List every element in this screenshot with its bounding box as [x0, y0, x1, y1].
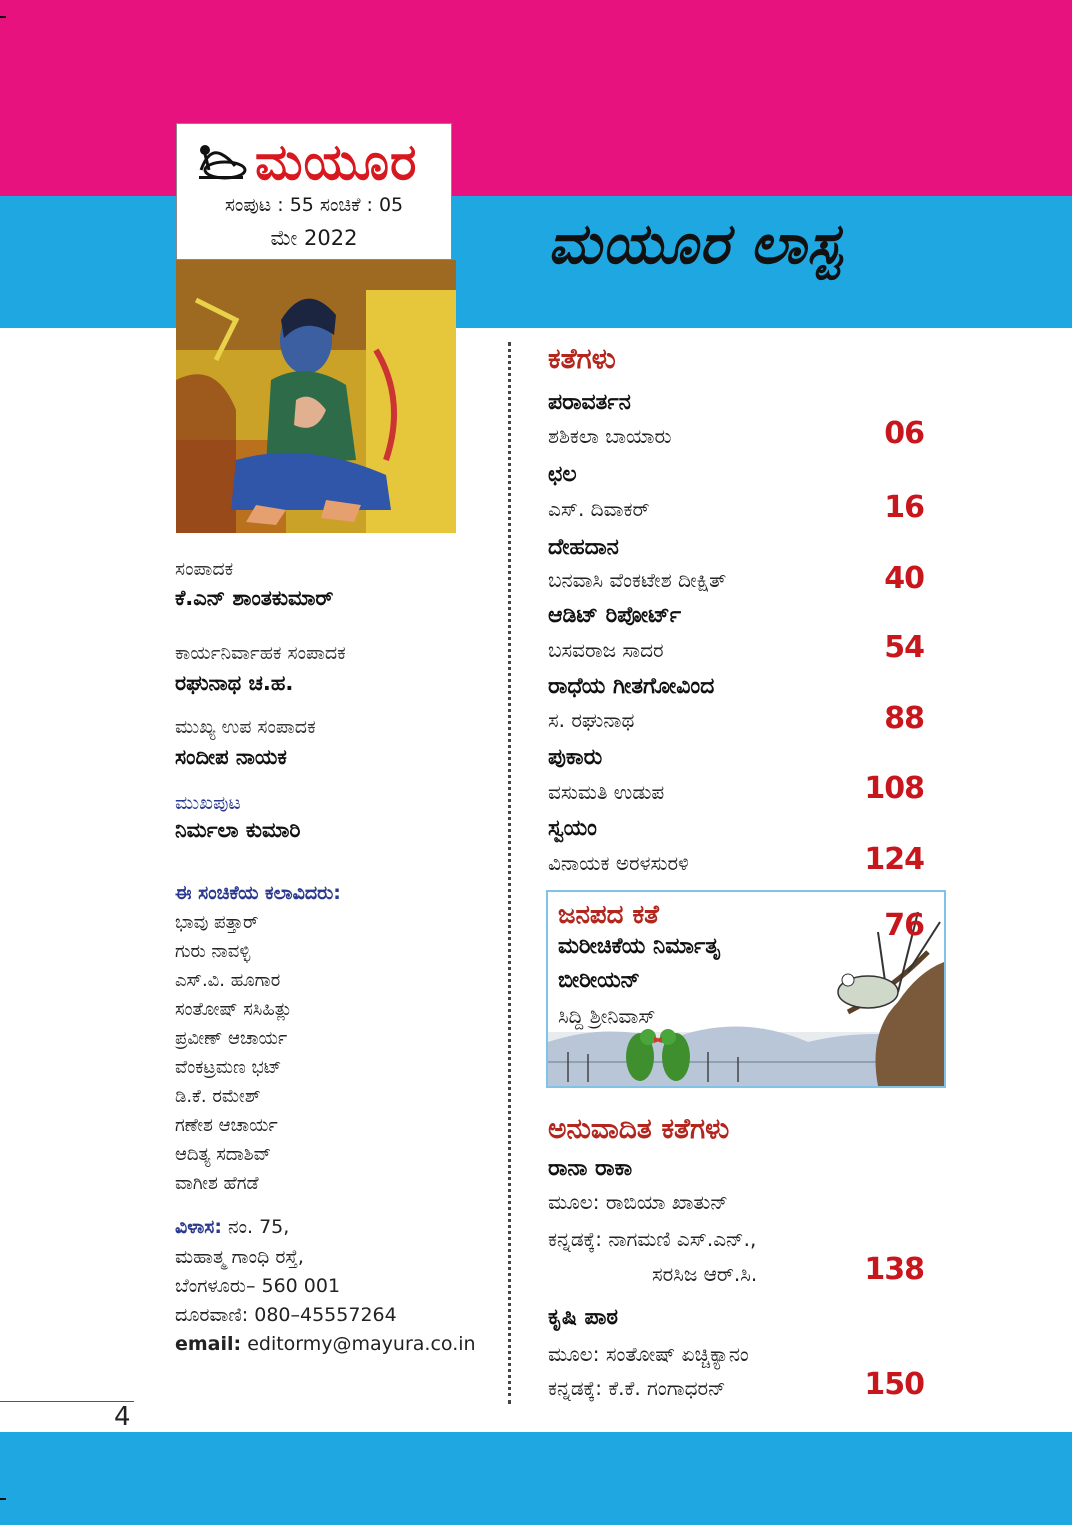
exec-editor-label: ಕಾರ್ಯನಿರ್ವಾಹಕ ಸಂಪಾದಕ: [175, 642, 346, 664]
artist-name: ಭಾವು ಪತ್ತಾರ್: [175, 912, 259, 933]
issue-volume: ಸಂಪುಟ : 55 ಸಂಚಿಕೆ : 05: [224, 194, 404, 216]
sub-editor-label: ಮುಖ್ಯ ಉಪ ಸಂಪಾದಕ: [175, 716, 316, 738]
story-author: ವಸುಮತಿ ಉಡುಪ: [548, 780, 665, 804]
translated-translator-2: ಸರಸಿಜ ಆರ್.ಸಿ.: [652, 1262, 758, 1286]
story-page-number[interactable]: 40: [884, 561, 924, 596]
address-line: [175, 1216, 289, 1238]
masthead-logo: [195, 132, 417, 192]
story-author: ಬನವಾಸಿ ವೆಂಕಟೇಶ ದೀಕ್ಷಿತ್: [548, 568, 727, 592]
section-heading: ಮಯೂರ ಲಾಸ್ಟ: [548, 212, 842, 277]
address-street: ಮಹಾತ್ಮ ಗಾಂಧಿ ರಸ್ತೆ,: [175, 1246, 304, 1268]
translated-source: ಮೂಲ: ರಾಬಿಯಾ ಖಾತುನ್: [548, 1190, 728, 1214]
story-author: ವಿನಾಯಕ ಅರಳಸುರಳಿ: [548, 851, 689, 875]
translated-heading: ಅನುವಾದಿತ ಕತೆಗಳು: [548, 1112, 730, 1145]
masthead-title: ಮಯೂರ: [255, 133, 418, 191]
page-number: 4: [114, 1402, 131, 1432]
stories-heading: ಕತೆಗಳು: [548, 342, 616, 375]
story-author: ಎಸ್. ದಿವಾಕರ್: [548, 497, 650, 521]
exec-editor-name: ರಘುನಾಥ ಚ.ಹ.: [175, 671, 294, 695]
translated-page-number[interactable]: 150: [864, 1367, 924, 1402]
folk-tale-author: ಸಿದ್ದಿ ಶ್ರೀನಿವಾಸ್: [558, 1004, 656, 1028]
artist-name: ಗುರು ನಾವಳ್ಳಿ: [175, 941, 251, 962]
artist-name: ಎಸ್.ವಿ. ಹೂಗಾರ: [175, 970, 281, 991]
story-author: ಬಸವರಾಜ ಸಾದರ: [548, 638, 664, 662]
story-page-number[interactable]: 108: [864, 771, 924, 806]
column-divider: [508, 342, 511, 1404]
crop-mark: [0, 1498, 6, 1500]
artists-label: ಈ ಸಂಚಿಕೆಯ ಕಲಾವಿದರು:: [175, 882, 341, 904]
cover-artist-name: ನಿರ್ಮಲಾ ಕುಮಾರಿ: [175, 818, 301, 842]
editor-name: ಕೆ.ಎನ್ ಶಾಂತಕುಮಾರ್: [175, 586, 334, 610]
story-title[interactable]: ಸ್ವಯಂ: [548, 816, 597, 841]
folk-tale-title-line2: ಬೀರೀಯನ್: [558, 968, 640, 993]
story-page-number[interactable]: 88: [884, 701, 924, 736]
footer-blue-band: [0, 1432, 1072, 1525]
sub-editor-name: ಸಂದೀಪ ನಾಯಕ: [175, 745, 287, 769]
peacock-logo-icon: [195, 140, 247, 184]
folk-tale-page-number[interactable]: 76: [884, 908, 924, 943]
cover-painting: [176, 260, 456, 533]
story-page-number[interactable]: 16: [884, 490, 924, 525]
artist-name: ಗಣೇಶ ಆಚಾರ್ಯ: [175, 1115, 278, 1136]
artist-name: ಪ್ರವೀಣ್ ಆಚಾರ್ಯ: [175, 1028, 288, 1049]
address-city: ಬೆಂಗಳೂರು– 560 001: [175, 1275, 341, 1297]
translated-translator: ಕನ್ನಡಕ್ಕೆ: ನಾಗಮಣಿ ಎಸ್.ಎನ್.,: [548, 1227, 757, 1251]
story-author: ಶಶಿಕಲಾ ಬಾಯಾರು: [548, 424, 672, 448]
artist-name: ವಾಗೀಶ ಹೆಗಡೆ: [175, 1173, 259, 1194]
artist-name: ವೆಂಕಟ್ರಮಣ ಭಟ್: [175, 1057, 282, 1078]
artist-name: ಡಿ.ಕೆ. ರಮೇಶ್: [175, 1086, 261, 1107]
story-title[interactable]: ಪುಕಾರು: [548, 745, 603, 770]
address-phone: ದೂರವಾಣಿ: 080–45557264: [175, 1304, 397, 1326]
story-title[interactable]: ರಾಧೆಯ ಗೀತಗೋವಿಂದ: [548, 674, 715, 699]
translated-page-number[interactable]: 138: [864, 1252, 924, 1287]
artist-name: ಆದಿತ್ಯ ಸದಾಶಿವ್: [175, 1144, 272, 1165]
artist-name: ಸಂತೋಷ್ ಸಸಿಹಿತ್ಲು: [175, 999, 293, 1020]
story-page-number[interactable]: 54: [884, 630, 924, 665]
translated-source: ಮೂಲ: ಸಂತೋಷ್ ಏಚ್ಚಿಕ್ಯಾನಂ: [548, 1342, 749, 1366]
address-number: ನಂ. 75,: [228, 1216, 290, 1238]
crop-mark: [0, 16, 6, 18]
folk-tale-box[interactable]: [546, 890, 946, 1088]
story-page-number[interactable]: 06: [884, 416, 924, 451]
translated-translator: ಕನ್ನಡಕ್ಕೆ: ಕೆ.ಕೆ. ಗಂಗಾಧರನ್: [548, 1376, 726, 1400]
editor-label: ಸಂಪಾದಕ: [175, 558, 234, 580]
story-author: ಸ. ರಘುನಾಥ: [548, 708, 635, 732]
translated-title[interactable]: ರಾನಾ ರಾಕಾ: [548, 1156, 633, 1181]
header-pink-band: [0, 0, 1072, 196]
folk-tale-title: ಮರೀಚಿಕೆಯ ನಿರ್ಮಾತೃ: [558, 934, 721, 959]
folk-tale-heading: ಜನಪದ ಕತೆ: [558, 900, 659, 930]
story-title[interactable]: ಆಡಿಟ್ ರಿಪೋರ್ಟ್: [548, 603, 682, 628]
masthead-box: [176, 123, 452, 260]
cover-label: ಮುಖಪುಟ: [175, 792, 241, 814]
email-link[interactable]: editormy@mayura.co.in: [247, 1333, 476, 1355]
story-title[interactable]: ಪರಾವರ್ತನ: [548, 390, 631, 415]
header-blue-band: [0, 196, 1072, 328]
issue-date: ಮೇ 2022: [270, 226, 358, 250]
email-label: email:: [175, 1333, 242, 1355]
address-email-line: [175, 1333, 476, 1355]
story-title[interactable]: ಛಲ: [548, 462, 577, 487]
story-title[interactable]: ದೇಹದಾನ: [548, 535, 619, 560]
story-page-number[interactable]: 124: [864, 842, 924, 877]
address-label: ವಿಳಾಸ:: [175, 1216, 222, 1238]
translated-title[interactable]: ಕೃಷಿ ಪಾಠ: [548, 1305, 619, 1330]
